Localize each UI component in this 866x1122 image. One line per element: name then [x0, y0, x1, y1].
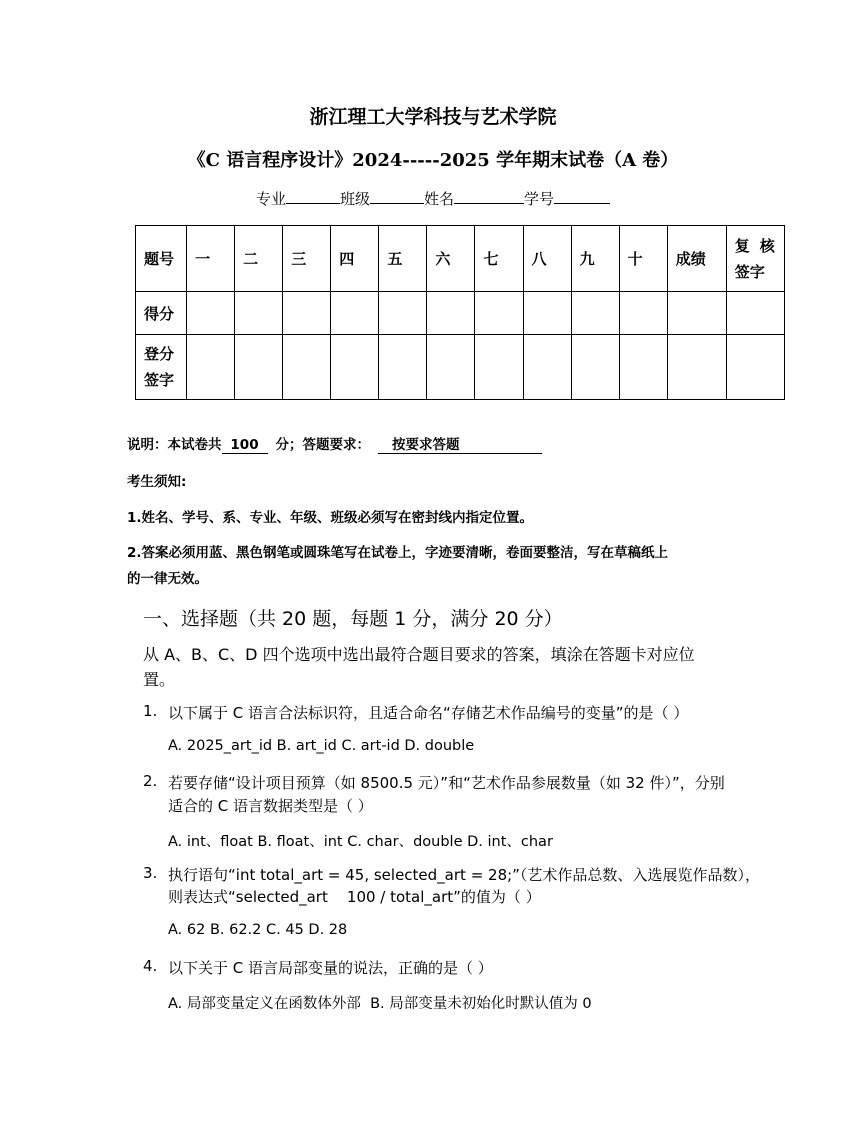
score-cell[interactable] [619, 292, 667, 335]
note-middle: 分；答题要求： [275, 437, 370, 453]
score-cell[interactable] [523, 292, 571, 335]
score-cell[interactable] [283, 292, 331, 335]
score-row [136, 292, 785, 335]
question-number: 4. [143, 957, 158, 975]
notice-item-2-cont: 的一律无效。 [127, 571, 208, 587]
question-text: 以下关于 C 语言局部变量的说法，正确的是（ ） [168, 959, 493, 977]
question-text-cont: 适合的 C 语言数据类型是（ ） [168, 797, 373, 815]
score-cell[interactable] [427, 292, 475, 335]
sign-label-a: 登分 [144, 345, 175, 363]
question-text: 以下属于 C 语言合法标识符，且适合命名“存储艺术作品编号的变量”的是（ ） [168, 704, 689, 722]
class-blank[interactable] [370, 187, 424, 204]
name-label: 姓名 [424, 190, 455, 208]
sign-label-b: 签字 [144, 371, 175, 389]
score-cell[interactable] [235, 292, 283, 335]
exam-title: 《C 语言程序设计》2024-----2025 学年期末试卷（A 卷） [187, 150, 679, 171]
sign-cell[interactable] [619, 335, 667, 400]
row-header-score: 得分 [136, 292, 187, 335]
sign-cell[interactable] [283, 335, 331, 400]
question-text: 执行语句“int total_art = 45, selected_art = 28;”（艺术作品总数、入选展览作品数）， [168, 866, 760, 884]
sign-cell[interactable] [427, 335, 475, 400]
recheck-char-c: 签字 [734, 262, 765, 281]
sign-cell[interactable] [331, 335, 379, 400]
name-blank[interactable] [454, 187, 524, 204]
column-header-total: 成绩 [667, 226, 726, 292]
score-table [135, 225, 785, 400]
recheck-char-a: 复 [734, 236, 750, 255]
sign-cell[interactable] [379, 335, 427, 400]
question-number: 1. [143, 702, 158, 720]
notice-title: 考生须知: [127, 474, 187, 490]
sign-cell[interactable] [235, 335, 283, 400]
question-number: 3. [143, 864, 158, 882]
class-label: 班级 [339, 190, 370, 208]
question-text: 若要存储“设计项目预算（如 8500.5 元）”和“艺术作品参展数量（如 32 件）”，分别 [168, 774, 725, 792]
score-cell[interactable] [571, 292, 619, 335]
score-cell[interactable] [331, 292, 379, 335]
section-instruction: 从 A、B、C、D 四个选项中选出最符合题目要求的答案，填涂在答题卡对应位 [143, 645, 695, 664]
answer-requirement: 按要求答题 [378, 433, 542, 454]
student-info-line [0, 187, 866, 209]
column-header-recheck [726, 226, 784, 292]
question-text-cont: 则表达式“selected_art 100 / total_art”的值为（ ） [168, 888, 541, 906]
sign-cell[interactable] [523, 335, 571, 400]
question-options: A. int、float B. float、int C. char、double D. int、char [168, 834, 553, 850]
column-header: 三 [283, 226, 331, 292]
question-options: A. 62 B. 62.2 C. 45 D. 28 [168, 922, 348, 938]
column-header: 六 [427, 226, 475, 292]
total-points: 100 [222, 437, 268, 454]
question-options: A. 2025_art_id B. art_id C. art-id D. double [168, 738, 475, 754]
row-header-question-number: 题号 [136, 226, 187, 292]
score-cell[interactable] [475, 292, 523, 335]
sign-cell-total[interactable] [667, 335, 726, 400]
question-number: 2. [143, 772, 158, 790]
note-prefix: 说明：本试卷共 [127, 437, 222, 453]
section-title: 一、选择题（共 20 题，每题 1 分，满分 20 分） [143, 608, 563, 630]
column-header: 九 [571, 226, 619, 292]
column-header: 五 [379, 226, 427, 292]
notice-item-1: 1.姓名、学号、系、专业、年级、班级必须写在密封线内指定位置。 [127, 510, 534, 526]
row-header-sign [136, 335, 187, 400]
question-options: A. 局部变量定义在函数体外部 B. 局部变量未初始化时默认值为 0 [168, 996, 592, 1012]
sign-cell[interactable] [187, 335, 235, 400]
column-header: 八 [523, 226, 571, 292]
student-id-blank[interactable] [554, 187, 610, 204]
column-header: 十 [619, 226, 667, 292]
student-id-label: 学号 [524, 190, 555, 208]
sign-row [136, 335, 785, 400]
recheck-char-b: 核 [759, 236, 775, 255]
notice-item-2: 2.答案必须用蓝、黑色钢笔或圆珠笔写在试卷上，字迹要清晰，卷面要整洁，写在草稿纸上 [127, 545, 669, 561]
score-cell-total[interactable] [667, 292, 726, 335]
sign-cell[interactable] [475, 335, 523, 400]
sign-cell[interactable] [571, 335, 619, 400]
column-header: 一 [187, 226, 235, 292]
sign-cell-recheck[interactable] [726, 335, 784, 400]
school-name: 浙江理工大学科技与艺术学院 [309, 106, 557, 128]
column-header: 四 [331, 226, 379, 292]
exam-note [127, 433, 542, 454]
score-cell[interactable] [379, 292, 427, 335]
score-cell-recheck[interactable] [726, 292, 784, 335]
major-label: 专业 [255, 190, 286, 208]
major-blank[interactable] [286, 187, 340, 204]
question-number-row [136, 226, 785, 292]
column-header: 二 [235, 226, 283, 292]
section-instruction-cont: 置。 [143, 670, 176, 689]
score-cell[interactable] [187, 292, 235, 335]
column-header: 七 [475, 226, 523, 292]
